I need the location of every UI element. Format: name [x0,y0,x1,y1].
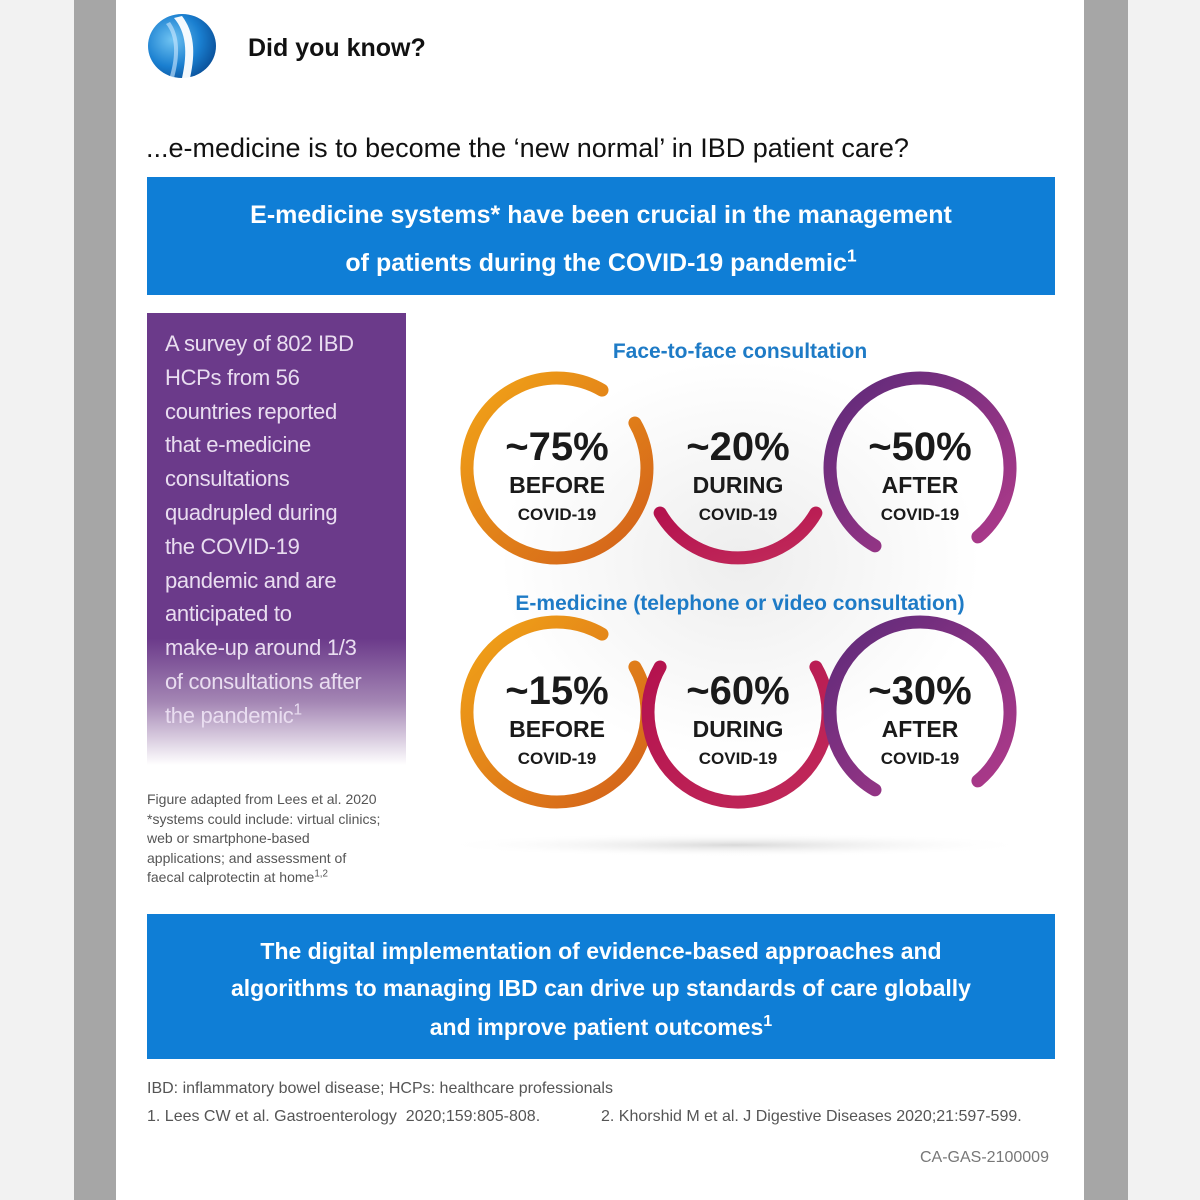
survey-text [165,327,401,733]
top-banner-line-2-text: of patients during the COVID-19 pandemic [345,249,847,277]
logo-swoosh-icon [146,12,218,80]
ring-value: ~15% [505,669,609,713]
note-line: Figure adapted from Lees et al. 2020 [147,791,377,807]
survey-line: A survey of 802 IBD [165,331,354,356]
did-you-know-heading: Did you know? [248,34,426,62]
gray-border-left [74,0,116,1200]
top-banner [147,177,1055,295]
consultation-infographic [410,330,1055,860]
reference-2: 2. Khorshid M et al. J Digestive Diseases 2020;21:597-599. [601,1108,1022,1125]
bottom-banner-line-1: The digital implementation of evidence-based approaches and [260,938,942,964]
gray-border-right [1084,0,1128,1200]
survey-box [147,313,406,765]
ring-phase: DURING [692,472,784,498]
ring-value: ~30% [868,669,972,713]
survey-line: anticipated to [165,601,292,627]
note-line: web or smartphone-based [147,830,310,846]
ring-value: ~20% [686,425,790,469]
document-code: CA-GAS-2100009 [920,1149,1049,1166]
bottom-banner-ref: 1 [763,1012,773,1031]
survey-line: consultations [165,466,290,492]
ring-period: COVID-19 [517,505,597,524]
figure-notes [147,790,407,888]
ring-period: COVID-19 [880,505,960,524]
ring-phase: AFTER [881,716,959,742]
top-banner-line-2 [147,245,1055,278]
ring-period: COVID-19 [880,749,960,768]
note-last-line-text: faecal calprotectin at home [147,869,315,885]
bottom-banner-line-2: algorithms to managing IBD can drive up standards of care globally [231,975,971,1001]
floor-shadow [435,833,1035,857]
ring-period: COVID-19 [698,749,778,768]
bottom-banner-line-3 [147,1014,1055,1041]
survey-line: of consultations after [165,668,362,694]
survey-line: pandemic and are [165,567,337,593]
survey-line: HCPs from 56 [165,364,300,390]
note-line: *systems could include: virtual clinics; [147,810,381,827]
bottom-banner [147,914,1055,1059]
ring-value: ~75% [505,425,609,469]
ring-phase: BEFORE [509,716,605,742]
ring-value: ~60% [686,669,790,713]
top-banner-ref: 1 [846,245,857,266]
abbreviations: IBD: inflammatory bowel disease; HCPs: healthcare professionals [147,1080,613,1097]
ring-value: ~50% [868,425,972,469]
ring-period: COVID-19 [698,505,778,524]
ring-phase: BEFORE [509,472,605,498]
survey-ref: 1 [293,701,302,719]
note-line: applications; and assessment of [147,849,347,866]
ring-phase: AFTER [881,472,959,498]
top-banner-line-1: E-medicine systems* have been crucial in the management [250,201,952,229]
survey-line: countries reported [165,398,337,424]
group-heading: E-medicine (telephone or video consultation) [515,592,965,615]
survey-last-line-text: the pandemic [165,702,294,728]
survey-line: the COVID-19 [165,533,300,559]
bottom-banner-line-3-text: and improve patient outcomes [429,1014,764,1040]
survey-line: make-up around 1/3 [165,635,357,661]
page-margin-right [1128,0,1200,1200]
reference-1: 1. Lees CW et al. Gastroenterology 2020;159:805-808. [147,1108,541,1125]
ring-phase: DURING [692,716,784,742]
survey-line [165,699,401,733]
group-heading: Face-to-face consultation [612,340,868,363]
note-ref: 1,2 [314,868,328,880]
question-text: ...e-medicine is to become the ‘new normal’ in IBD patient care? [146,133,909,163]
page-margin-left [0,0,74,1200]
note-line [147,868,407,888]
ring-period: COVID-19 [517,749,597,768]
survey-line: quadrupled during [165,499,338,525]
survey-line: that e-medicine [165,432,311,458]
